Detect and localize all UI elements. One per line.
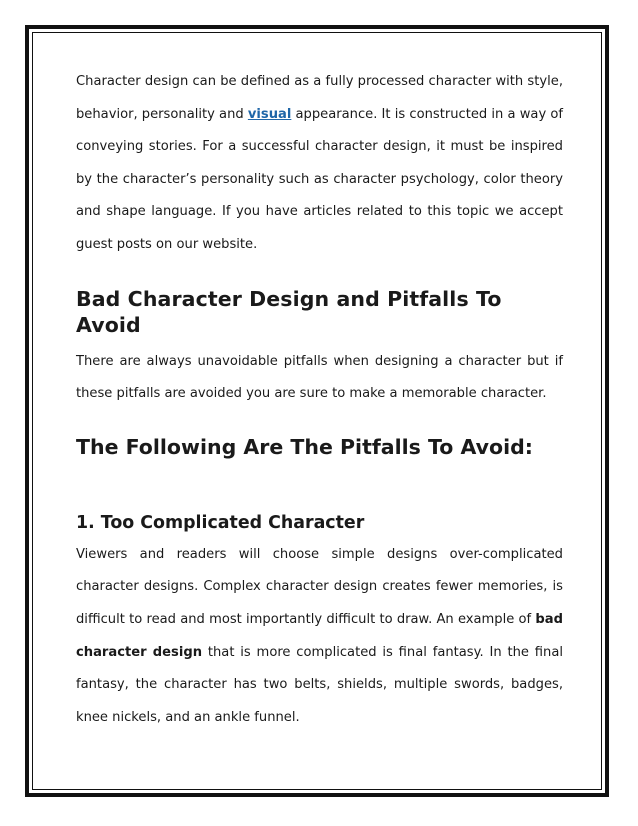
too-complicated-paragraph [76, 539, 563, 735]
section-heading-pitfalls: The Following Are The Pitfalls To Avoid: [76, 434, 533, 459]
too-complicated-text-after-bold: that is more complicated is final fantasy. In the final fantasy, the character has two belts, shields, multiple swords, badges, knee nickels, and an ankle funnel. [76, 644, 564, 725]
visual-link[interactable]: visual [247, 106, 292, 122]
document-content [76, 66, 563, 734]
intro-paragraph [76, 66, 563, 262]
pitfalls-intro-paragraph: There are always unavoidable pitfalls when designing a character but if these pitfalls are avoided you are sure to make a memorable character. [76, 353, 563, 402]
too-complicated-text-before-bold: Viewers and readers will choose simple designs over-complicated character designs. Complex character design creates fewer memories, is difficult to read and most importantly difficult to draw. An example of [76, 546, 563, 627]
bad-character-design-bold: bad character design [76, 611, 563, 660]
intro-text-before-link: Character design can be defined as a fully processed character with style, behavior, personality and [76, 74, 563, 122]
intro-text-after-link: appearance. It is constructed in a way of conveying stories. For a successful character design, it must be inspired by the character’s personality such as character psychology, color theory and shape language. If you have articles related to this topic we accept guest posts on our website. [76, 106, 563, 252]
subheading-too-complicated: 1. Too Complicated Character [76, 512, 365, 533]
section-heading-bad-character-design: Bad Character Design and Pitfalls To Avoid [76, 286, 502, 337]
